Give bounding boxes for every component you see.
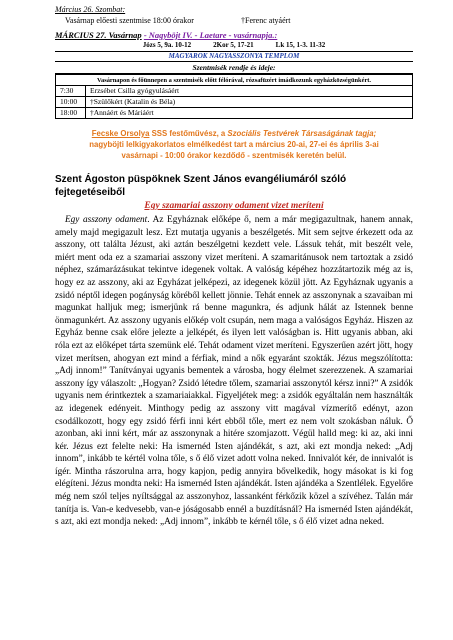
homily-title-line2: fejtegetéseiből — [55, 187, 126, 198]
schedule-time: 7:30 — [56, 86, 86, 97]
saturday-intention: †Ferenc atyáért — [241, 16, 291, 25]
table-row — [56, 86, 413, 97]
schedule-note: Vasárnapon és főünnepen a szentmisék előtt félórával, rózsafüzért imádkozunk egyházközségünkért. — [56, 75, 413, 86]
schedule-intention: †Annáért és Máriáért — [86, 108, 413, 119]
schedule-intention: †Szülőkért (Katalin és Béla) — [86, 97, 413, 108]
homily-title — [55, 173, 413, 199]
retreat-announcement — [55, 128, 413, 161]
sunday-date: MÁRCIUS 27. Vasárnap — [55, 30, 142, 40]
table-row — [56, 108, 413, 119]
parish-name: MAGYAROK NAGYASSZONYA TEMPLOM — [55, 51, 413, 62]
schedule-time: 18:00 — [56, 108, 86, 119]
table-row — [56, 97, 413, 108]
schedule-intention: Erzsébet Csilla gyógyulásáért — [86, 86, 413, 97]
announcement-person: Fecske Orsolya — [91, 129, 150, 138]
announcement-society: Szociális Testvérek Társaságának tagja; — [227, 129, 377, 138]
homily-title-line1: Szent Ágoston püspöknek Szent János evangéliumáról szóló — [55, 174, 347, 185]
homily-body — [55, 214, 413, 529]
sunday-header — [55, 30, 413, 41]
announcement-part1: SSS festőművész, a — [149, 129, 228, 138]
saturday-date: Március 26. Szombat: — [55, 5, 126, 14]
reading-3: Lk 15, 1-3. 11-32 — [275, 41, 326, 49]
sunday-readings — [55, 41, 413, 50]
mass-schedule-table — [55, 74, 413, 119]
homily-lead: Egy asszony odament — [65, 215, 148, 225]
sunday-name: - Nagyböjt IV. - Laetare - vasárnapja.: — [143, 30, 278, 40]
schedule-title: Szentmisék rendje és ideje: — [55, 62, 413, 74]
homily-subtitle: Egy szamariai asszony odament vizet meríteni — [144, 201, 324, 211]
schedule-note-row — [56, 75, 413, 86]
reading-1: Józs 5, 9a. 10-12 — [142, 41, 192, 49]
schedule-time: 10:00 — [56, 97, 86, 108]
reading-2: 2Kor 5, 17-21 — [213, 41, 254, 49]
saturday-mass-line — [55, 15, 413, 26]
announcement-part3: vasárnapi - 10:00 órakor kezdődő - szentmisék keretén belül. — [121, 151, 347, 160]
homily-text: . Az Egyháznak előképe ő, nem a már megigazultnak, hanem annak, amely majd megigazult lesz. Ezt mutatja ugyanis a beszélgetés. Mit sem sejtve érkezett oda az asszony, ott találta Jézust, aki aztán beszélgetni kezdett vele. Lássuk tehát, mit beszélt vele, miért ment oda ez a szamariai asszony vizet meríteni. A szamaritánusok nem tartoztak a zsidó néphez, számarázásukat tekintve idegenek voltak. A valóság képéhez hozzátartozik még az is, hogy ez az asszony, aki az Egyházat jelképezi, az idegenek közül jött. Az Egyháznak ugyanis a zsidó néptől idegen pogányság köréből kellett jönnie. Tehát ennek az asszonynak a szavaiban mi magunkat halljuk meg; ismerjünk rá benne magunkra, és adjunk hálát az Istennek benne önmagunkért. Az asszony ugyanis előkép volt csupán, nem maga a valóságos Egyház. Hiszen az Egyház benne csak előre jelezte a jelképét, és ilyen lett valóságban is. Hitt ugyanis abban, aki róla ezt az előképet tárta szemünk elé. Tehát odament vizet meríteni. Egyszerűen azért jött, hogy vizet merítsen, ahogyan ezt mind a férfiak, mind a nők egyaránt szokták. Jézus megszólította: „Adj innom!” Tanítványai ugyanis bementek a városba, hogy élelmet szerezzenek. A szamariai asszony így válaszolt: „Hogyan? Zsidó létedre tőlem, szamariai asszonytól kérsz inni?” A zsidók ugyanis nem érintkeztek a szamariaiakkal. Figyeljétek meg: a zsidók egyáltalán nem használták az idegenek edényeit. Minthogy pedig az asszony vitt magával vízmerítő edényt, azon csodálkozott, hogy egy zsidó férfi inni kért ebből tőle, mert ez nem volt szokásban náluk. Ő azonban, aki inni kért, már az asszonynak a hitére szomjazott. Végül halld meg: ki az, aki inni kér. Jézus ezt felelte neki: Ha ismernéd Isten ajándékát, s azt, aki ezt mondja neked: „Adj innom”, inkább te kértél volna tőle, s ő élő vizet adott volna neked. Innivalót kér, de innivalót is ígér. Mintha rászorulna arra, hogy kapjon, pedig annyira bővelkedik, hogy másokat is ki fog elégíteni. Jézus mondta neki: Ha ismernéd Isten ajándékát. Isten ajándéka a Szentlélek. Egyelőre még nem szól teljes nyíltsággal az asszonyhoz, lassanként férkőzik közel a szívéhez. Talán már tanítja is. Van-e kedvesebb, van-e jóságosabb ennél a buzdításnál? Ha ismernéd Isten ajándékát, s azt, aki ezt mondja neked: „Adj innom”, inkább te kérnél tőle, s ő élő vizet adna neked. — [55, 215, 413, 528]
announcement-part2: nagyböjti lelkigyakorlatos elmélkedést tart a március 20-ai, 27-ei és április 3-ai — [89, 140, 379, 149]
bulletin-page — [55, 5, 413, 529]
saturday-mass: Vasárnap előesti szentmise 18:00 órakor — [65, 16, 194, 25]
